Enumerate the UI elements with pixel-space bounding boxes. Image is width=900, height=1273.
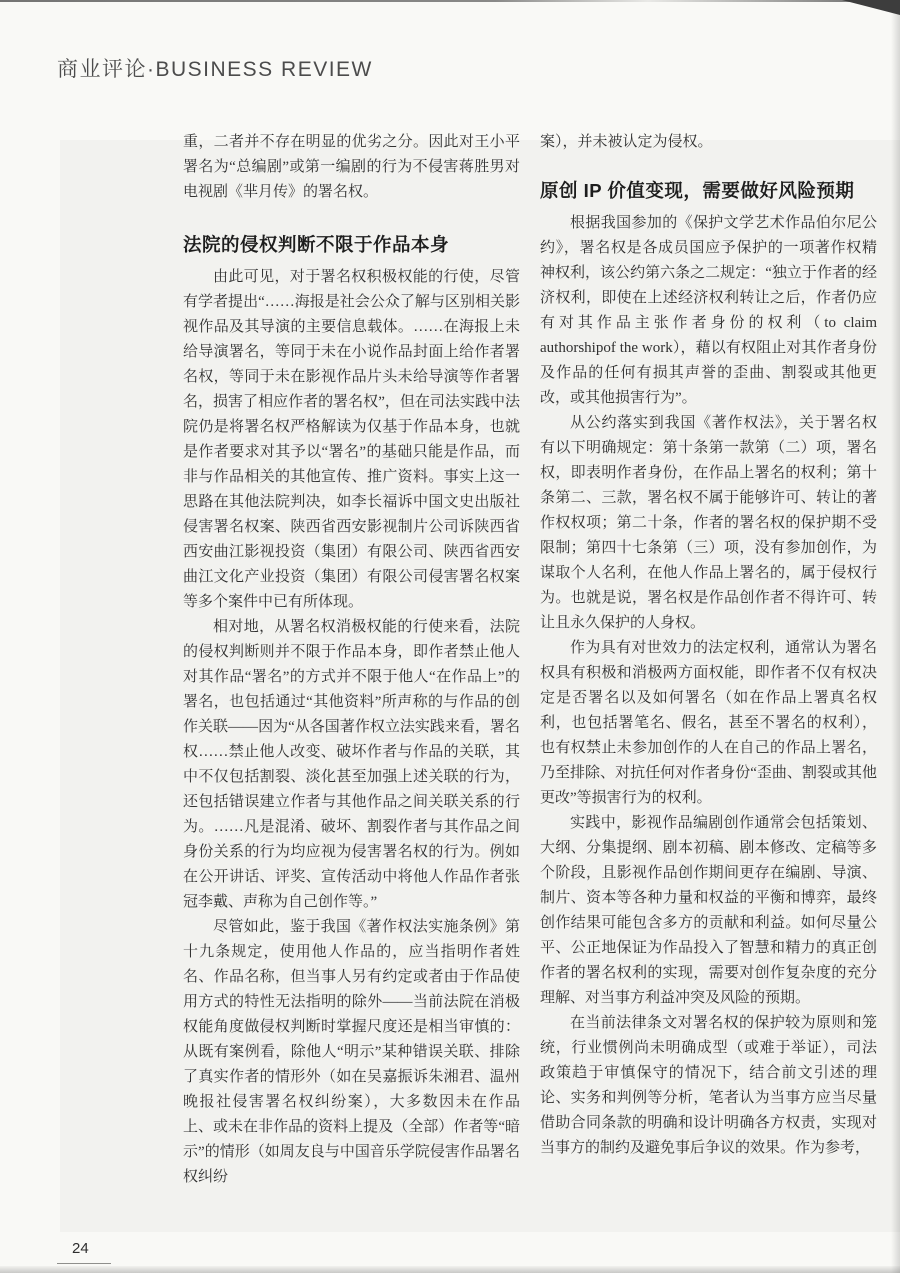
body-paragraph: 根据我国参加的《保护文学艺术作品伯尔尼公约》，署名权是各成员国应予保护的一项著作权精神权利，该公约第六条之二规定：“独立于作者的经济权利，即使在上述经济权利转让之后，作者仍应有对其作品主张作者身份的权利（to claim authorshipof the work），藉以有权阻止对其作者身份及作品的任何有损其声誉的歪曲、割裂或其他更改，或其他损害行为”。 bbox=[540, 215, 877, 406]
page-number-rule bbox=[57, 1263, 111, 1264]
body-paragraph: 相对地，从署名权消极权能的行使来看，法院的侵权判断则并不限于作品本身，即作者禁止他人对其作品“署名”的方式并不限于他人“在作品上”的署名，也包括通过“其他资料”所声称的与作品的创作关联——因为“从各国著作权立法实践来看，署名权……禁止他人改变、破坏作者与作品的关联，其中不仅包括割裂、淡化甚至加强上述关联的行为，还包括错误建立作者与其他作品之间关联关系的行为。……凡是混淆、破坏、割裂作者与其作品之间身份关系的行为均应视为侵害署名权的行为。例如在公开讲话、评奖、宣传活动中将他人作品作者张冠李戴、声称为自己创作等。” bbox=[183, 619, 520, 910]
scan-right-edge-shadow bbox=[891, 0, 900, 1273]
section-heading-ip-value: 原创 IP 价值变现，需要做好风险预期 bbox=[540, 180, 855, 201]
scan-bottom-edge-shadow bbox=[0, 1266, 900, 1273]
body-paragraph: 重，二者并不存在明显的优劣之分。因此对王小平署名为“总编剧”或第一编剧的行为不侵害蒋胜男对电视剧《芈月传》的署名权。 bbox=[183, 134, 520, 200]
body-paragraph: 作为具有对世效力的法定权利，通常认为署名权具有积极和消极两方面权能，即作者不仅有权决定是否署名以及如何署名（如在作品上署真名权利，也包括署笔名、假名，甚至不署名的权利），也有权禁止未参加创作的人在自己的作品上署名，乃至排除、对抗任何对作者身份“歪曲、割裂或其他更改”等损害行为的权利。 bbox=[540, 640, 877, 806]
body-paragraph: 实践中，影视作品编剧创作通常会包括策划、大纲、分集提纲、剧本初稿、剧本修改、定稿等多个阶段，且影视作品创作期间更存在编剧、导演、制片、资本等各种力量和权益的平衡和博弈，最终创作结果可能包含多方的贡献和利益。如何尽量公平、公正地保证为作品投入了智慧和精力的真正创作者的署名权利的实现，需要对创作复杂度的充分理解、对当事方利益冲突及风险的预期。 bbox=[540, 815, 877, 1006]
body-paragraph: 在当前法律条文对署名权的保护较为原则和笼统，行业惯例尚未明确成型（或难于举证），司法政策趋于审慎保守的情况下，结合前文引述的理论、实务和判例等分析，笔者认为当事方应当尽量借助合同条款的明确和设计明确各方权责，实现对当事方的制约及避免事后争议的效果。作为参考， bbox=[540, 1015, 877, 1156]
body-paragraph: 由此可见，对于署名权积极权能的行使，尽管有学者提出“……海报是社会公众了解与区别相关影视作品及其导演的主要信息载体。……在海报上未给导演署名，等同于未在小说作品封面上给作者署名权，等同于未在影视作品片头未给导演等作者署名，损害了相应作者的署名权”，但在司法实践中法院仍是将署名权严格解读为仅基于作品本身，也就是作者要求对其予以“署名”的基础只能是作品，而非与作品相关的其他宣传、推广资料。事实上这一思路在其他法院判决，如李长福诉中国文史出版社侵害署名权案、陕西省西安影视制片公司诉陕西省西安曲江影视投资（集团）有限公司、陕西省西安曲江文化产业投资（集团）有限公司侵害署名权案等多个案件中已有所体现。 bbox=[183, 269, 520, 610]
page-number: 24 bbox=[72, 1240, 89, 1257]
body-paragraph: 尽管如此，鉴于我国《著作权法实施条例》第十九条规定，使用他人作品的，应当指明作者姓名、作品名称，但当事人另有约定或者由于作品使用方式的特性无法指明的除外——当前法院在消极权能角度做侵权判断时掌握尺度还是相当审慎的：从既有案例看，除他人“明示”某种错误关联、排除了真实作者的情形外（如在吴嘉振诉朱湘君、温州晚报社侵害署名权纠纷案），大多数因未在作品上、或未在非作品的资料上提及（全部）作者等“暗示”的情形（如周友良与中国音乐学院侵害作品署名权纠纷 bbox=[183, 919, 520, 1185]
magazine-masthead: 商业评论·BUSINESS REVIEW bbox=[57, 58, 373, 81]
left-text-column bbox=[183, 130, 520, 1190]
body-paragraph: 从公约落实到我国《著作权法》，关于署名权有以下明确规定：第十条第一款第（二）项，署名权，即表明作者身份，在作品上署名的权利；第十条第二、三款，署名权不属于能够许可、转让的著作权权项；第二十条，作者的署名权的保护期不受限制；第四十七条第（三）项，没有参加创作，为谋取个人名利，在他人作品上署名的，属于侵权行为。也就是说，署名权是作品创作者不得许可、转让且永久保护的人身权。 bbox=[540, 415, 877, 631]
right-text-column bbox=[540, 130, 877, 1161]
body-paragraph: 案），并未被认定为侵权。 bbox=[540, 134, 713, 150]
section-heading-court-judgment: 法院的侵权判断不限于作品本身 bbox=[183, 234, 450, 255]
scan-top-edge bbox=[0, 0, 900, 2]
